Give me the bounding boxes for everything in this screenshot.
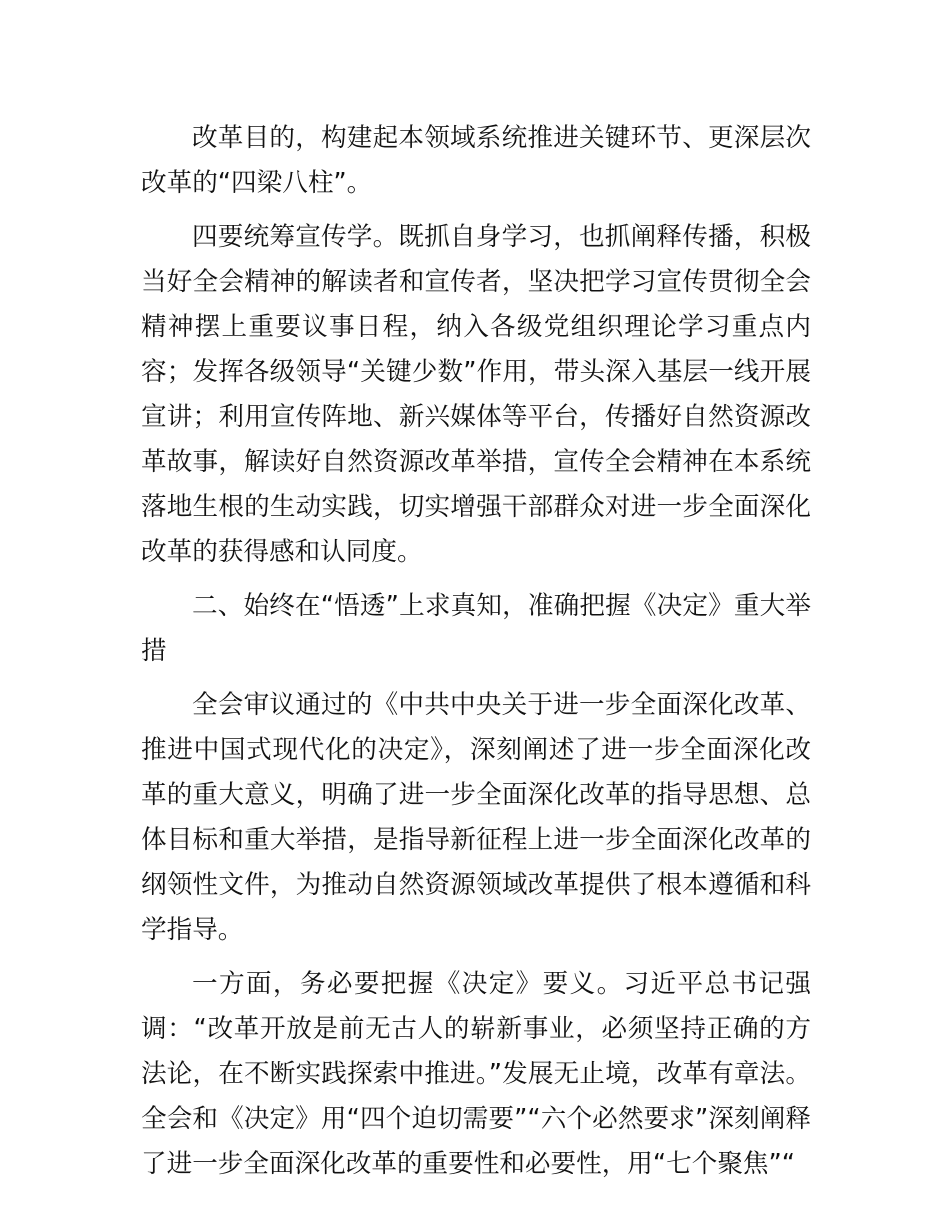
paragraph-continuation: 改革目的，构建起本领域系统推进关键环节、更深层次改革的“四梁八柱”。 [141, 123, 811, 198]
document-page [141, 116, 811, 1196]
section-heading-2: 二、始终在“悟透”上求真知，准确把握《决定》重大举措 [141, 591, 811, 666]
paragraph-decision-essence: 一方面，务必要把握《决定》要义。习近平总书记强调：“改革开放是前无古人的崭新事业，必须坚持正确的方法论，在不断实践探索中推进。”发展无止境，改革有章法。全会和《决定》用“四个迫切需要”“六个必然要求”深刻阐释了进一步全面深化改革的重要性和必要性，用“七个聚焦”“ [141, 969, 811, 1179]
paragraph-decision-overview: 全会审议通过的《中共中央关于进一步全面深化改革、推进中国式现代化的决定》，深刻阐述了进一步全面深化改革的重大意义，明确了进一步全面深化改革的指导思想、总体目标和重大举措，是指导新征程上进一步全面深化改革的纲领性文件，为推动自然资源领域改革提供了根本遵循和科学指导。 [141, 690, 811, 945]
paragraph-publicity-study: 四要统筹宣传学。既抓自身学习，也抓阐释传播，积极当好全会精神的解读者和宣传者，坚决把学习宣传贯彻全会精神摆上重要议事日程，纳入各级党组织理论学习重点内容；发挥各级领导“关键少数”作用，带头深入基层一线开展宣讲；利用宣传阵地、新兴媒体等平台，传播好自然资源改革故事，解读好自然资源改革举措，宣传全会精神在本系统落地生根的生动实践，切实增强干部群众对进一步全面深化改革的获得感和认同度。 [141, 222, 811, 567]
